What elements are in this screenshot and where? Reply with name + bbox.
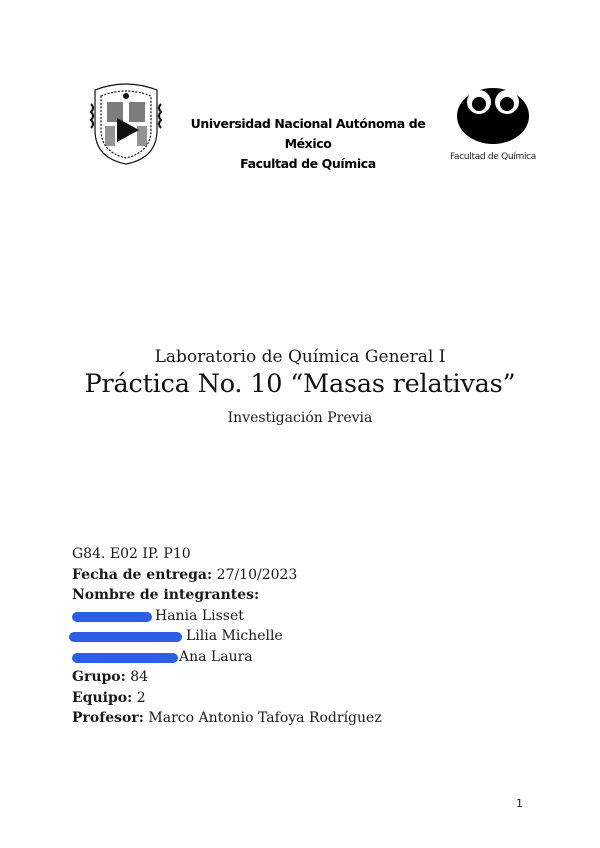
group-line: [72, 667, 542, 688]
team-line: [72, 688, 542, 709]
document-code: G84. E02 IP. P10: [72, 546, 191, 562]
member-name: Hania Lisset: [155, 607, 244, 624]
delivery-date-value: 27/10/2023: [216, 566, 298, 583]
team-label: Equipo:: [72, 689, 133, 706]
document-subtitle: Investigación Previa: [227, 410, 373, 426]
delivery-date-label: Fecha de entrega:: [72, 566, 213, 583]
info-block: [72, 544, 542, 729]
practice-title: Práctica No. 10 “Masas relativas”: [84, 369, 516, 399]
member-row: [72, 606, 542, 627]
page-number: 1: [516, 797, 523, 810]
member-name: Ana Laura: [179, 648, 253, 665]
group-value: 84: [130, 669, 149, 685]
redaction-mark: [72, 612, 152, 622]
logo-caption: Facultad de Química: [449, 152, 537, 162]
members-label: [72, 585, 542, 606]
redaction-mark: [69, 632, 182, 642]
members-label-text: Nombre de integrantes:: [72, 587, 260, 603]
redaction-mark: [72, 653, 178, 663]
member-row: [72, 626, 542, 647]
member-row: [72, 647, 542, 668]
header-institution: [170, 114, 446, 174]
facultad-quimica-logo-icon: [455, 80, 531, 146]
team-value: 2: [136, 689, 146, 706]
professor-line: [72, 708, 542, 729]
professor-value: Marco Antonio Tafoya Rodríguez: [148, 710, 382, 726]
group-label: Grupo:: [72, 669, 126, 685]
faculty-name: Facultad de Química: [240, 156, 376, 171]
lab-title: Laboratorio de Química General I: [154, 347, 446, 367]
professor-label: Profesor:: [72, 710, 144, 726]
member-name: Lilia Michelle: [186, 628, 283, 644]
delivery-date-line: [72, 565, 542, 586]
university-name: Universidad Nacional Autónoma de México: [190, 116, 426, 151]
unam-seal-icon: [87, 80, 165, 166]
